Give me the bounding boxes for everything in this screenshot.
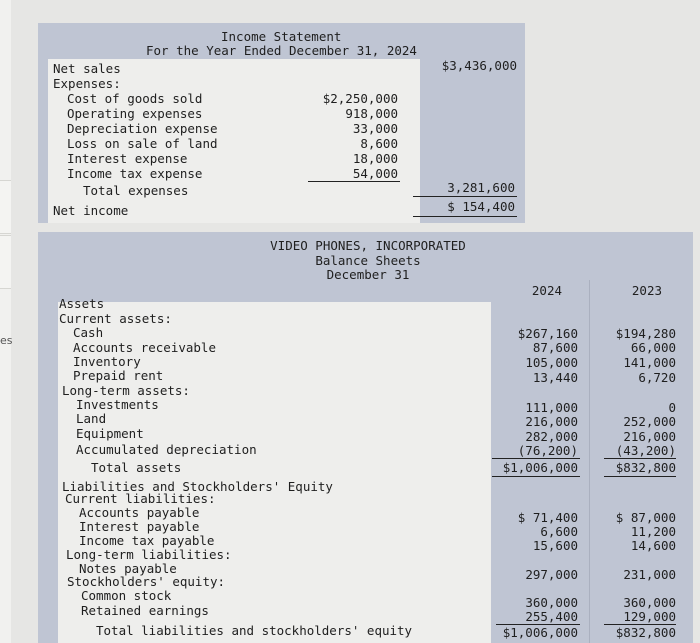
expense-label: Income tax expense: [67, 166, 203, 181]
asset-label: Investments: [76, 397, 159, 412]
total-assets-2023: $832,800: [615, 460, 676, 475]
asset-label: Cash: [73, 325, 104, 340]
asset-value-2024: 13,440: [532, 370, 578, 385]
asset-value-2024: 111,000: [525, 400, 578, 415]
asset-value-2024: 105,000: [525, 355, 578, 370]
total-assets-rule-2024: [492, 476, 580, 477]
asset-value-2023: (43,200): [615, 443, 676, 458]
expense-value: 918,000: [345, 106, 398, 121]
asset-value-2023: 216,000: [623, 429, 676, 444]
asset-label: Inventory: [73, 354, 141, 369]
expense-label: Operating expenses: [67, 106, 203, 121]
current-liabilities-heading: Current liabilities:: [65, 491, 216, 506]
liability-label: Accounts payable: [79, 505, 200, 520]
net-income-value: $ 154,400: [447, 199, 515, 214]
liability-value-2023: 11,200: [630, 524, 676, 539]
liability-value-2023: $ 87,000: [615, 510, 676, 525]
current-assets-heading: Current assets:: [59, 311, 172, 326]
margin-text-fragment: es: [0, 334, 13, 347]
expense-value: 8,600: [360, 136, 398, 151]
expense-value: 33,000: [352, 121, 398, 136]
left-edge-band: [38, 59, 48, 223]
long-term-liabilities-heading: Long-term liabilities:: [66, 547, 232, 562]
asset-value-2023: 66,000: [630, 340, 676, 355]
asset-label: Equipment: [76, 426, 144, 441]
assets-subtotal-rule-2024: [492, 458, 580, 459]
total-liabilities-equity-2023: $832,800: [615, 625, 676, 640]
expense-label: Interest expense: [67, 151, 188, 166]
asset-value-2023: 252,000: [623, 414, 676, 429]
balance-sheet-title: Balance Sheets: [315, 253, 421, 268]
asset-label: Land: [76, 411, 107, 426]
total-liabilities-equity-2024: $1,006,000: [502, 625, 578, 640]
expense-label: Cost of goods sold: [67, 91, 203, 106]
retained-earnings-2023: 129,000: [623, 609, 676, 624]
notes-payable-2023: 231,000: [623, 567, 676, 582]
expense-value: 54,000: [352, 166, 398, 181]
liabilities-equity-heading: Liabilities and Stockholders' Equity: [62, 479, 333, 494]
expense-label: Depreciation expense: [67, 121, 218, 136]
common-stock-2024: 360,000: [525, 595, 578, 610]
notes-payable-label: Notes payable: [79, 561, 177, 576]
equity-heading: Stockholders' equity:: [67, 574, 226, 589]
expenses-label: Expenses:: [53, 76, 121, 91]
liability-value-2024: 6,600: [540, 524, 578, 539]
total-expenses-label: Total expenses: [83, 183, 189, 198]
common-stock-2023: 360,000: [623, 595, 676, 610]
company-name: VIDEO PHONES, INCORPORATED: [270, 238, 466, 253]
retained-earnings-2024: 255,400: [525, 609, 578, 624]
assets-heading: Assets: [59, 296, 105, 311]
column-header-2024: 2024: [531, 283, 562, 298]
asset-value-2024: 282,000: [525, 429, 578, 444]
total-assets-rule-2023: [604, 476, 676, 477]
liability-value-2023: 14,600: [630, 538, 676, 553]
liability-value-2024: $ 71,400: [517, 510, 578, 525]
expense-label: Loss on sale of land: [67, 136, 218, 151]
margin-segment: [0, 235, 11, 289]
total-assets-2024: $1,006,000: [502, 460, 578, 475]
net-income-label: Net income: [53, 203, 129, 218]
asset-value-2024: $267,160: [517, 326, 578, 341]
total-expenses-value: 3,281,600: [447, 180, 515, 195]
expense-value: 18,000: [352, 151, 398, 166]
net-income-rule: [413, 216, 517, 217]
liability-value-2024: 15,600: [532, 538, 578, 553]
asset-label: Accumulated depreciation: [76, 442, 257, 457]
notes-payable-2024: 297,000: [525, 567, 578, 582]
income-statement-period: For the Year Ended December 31, 2024: [146, 43, 417, 58]
asset-value-2023: $194,280: [615, 326, 676, 341]
asset-value-2024: 87,600: [532, 340, 578, 355]
liability-label: Income tax payable: [79, 533, 215, 548]
left-margin-strip: [0, 0, 11, 643]
expense-value: $2,250,000: [322, 91, 398, 106]
total-assets-label: Total assets: [91, 460, 182, 475]
asset-value-2023: 0: [668, 400, 676, 415]
liability-label: Interest payable: [79, 519, 200, 534]
common-stock-label: Common stock: [81, 588, 172, 603]
income-statement-title: Income Statement: [221, 29, 342, 44]
assets-subtotal-rule-2023: [604, 458, 676, 459]
long-term-assets-heading: Long-term assets:: [62, 383, 190, 398]
asset-value-2024: 216,000: [525, 414, 578, 429]
subtotal-rule: [308, 181, 400, 182]
asset-value-2024: (76,200): [517, 443, 578, 458]
total-rule: [413, 196, 517, 197]
balance-sheet-date: December 31: [326, 267, 410, 282]
total-liabilities-equity-label: Total liabilities and stockholders' equity: [96, 623, 413, 638]
column-header-2023: 2023: [631, 283, 662, 298]
margin-segment: [0, 180, 11, 234]
left-edge-band: [38, 290, 58, 643]
net-sales-value: $3,436,000: [441, 58, 517, 73]
asset-value-2023: 141,000: [623, 355, 676, 370]
asset-label: Accounts receivable: [73, 340, 216, 355]
net-sales-label: Net sales: [53, 61, 121, 76]
asset-value-2023: 6,720: [638, 370, 676, 385]
asset-label: Prepaid rent: [73, 368, 164, 383]
retained-earnings-label: Retained earnings: [81, 603, 209, 618]
